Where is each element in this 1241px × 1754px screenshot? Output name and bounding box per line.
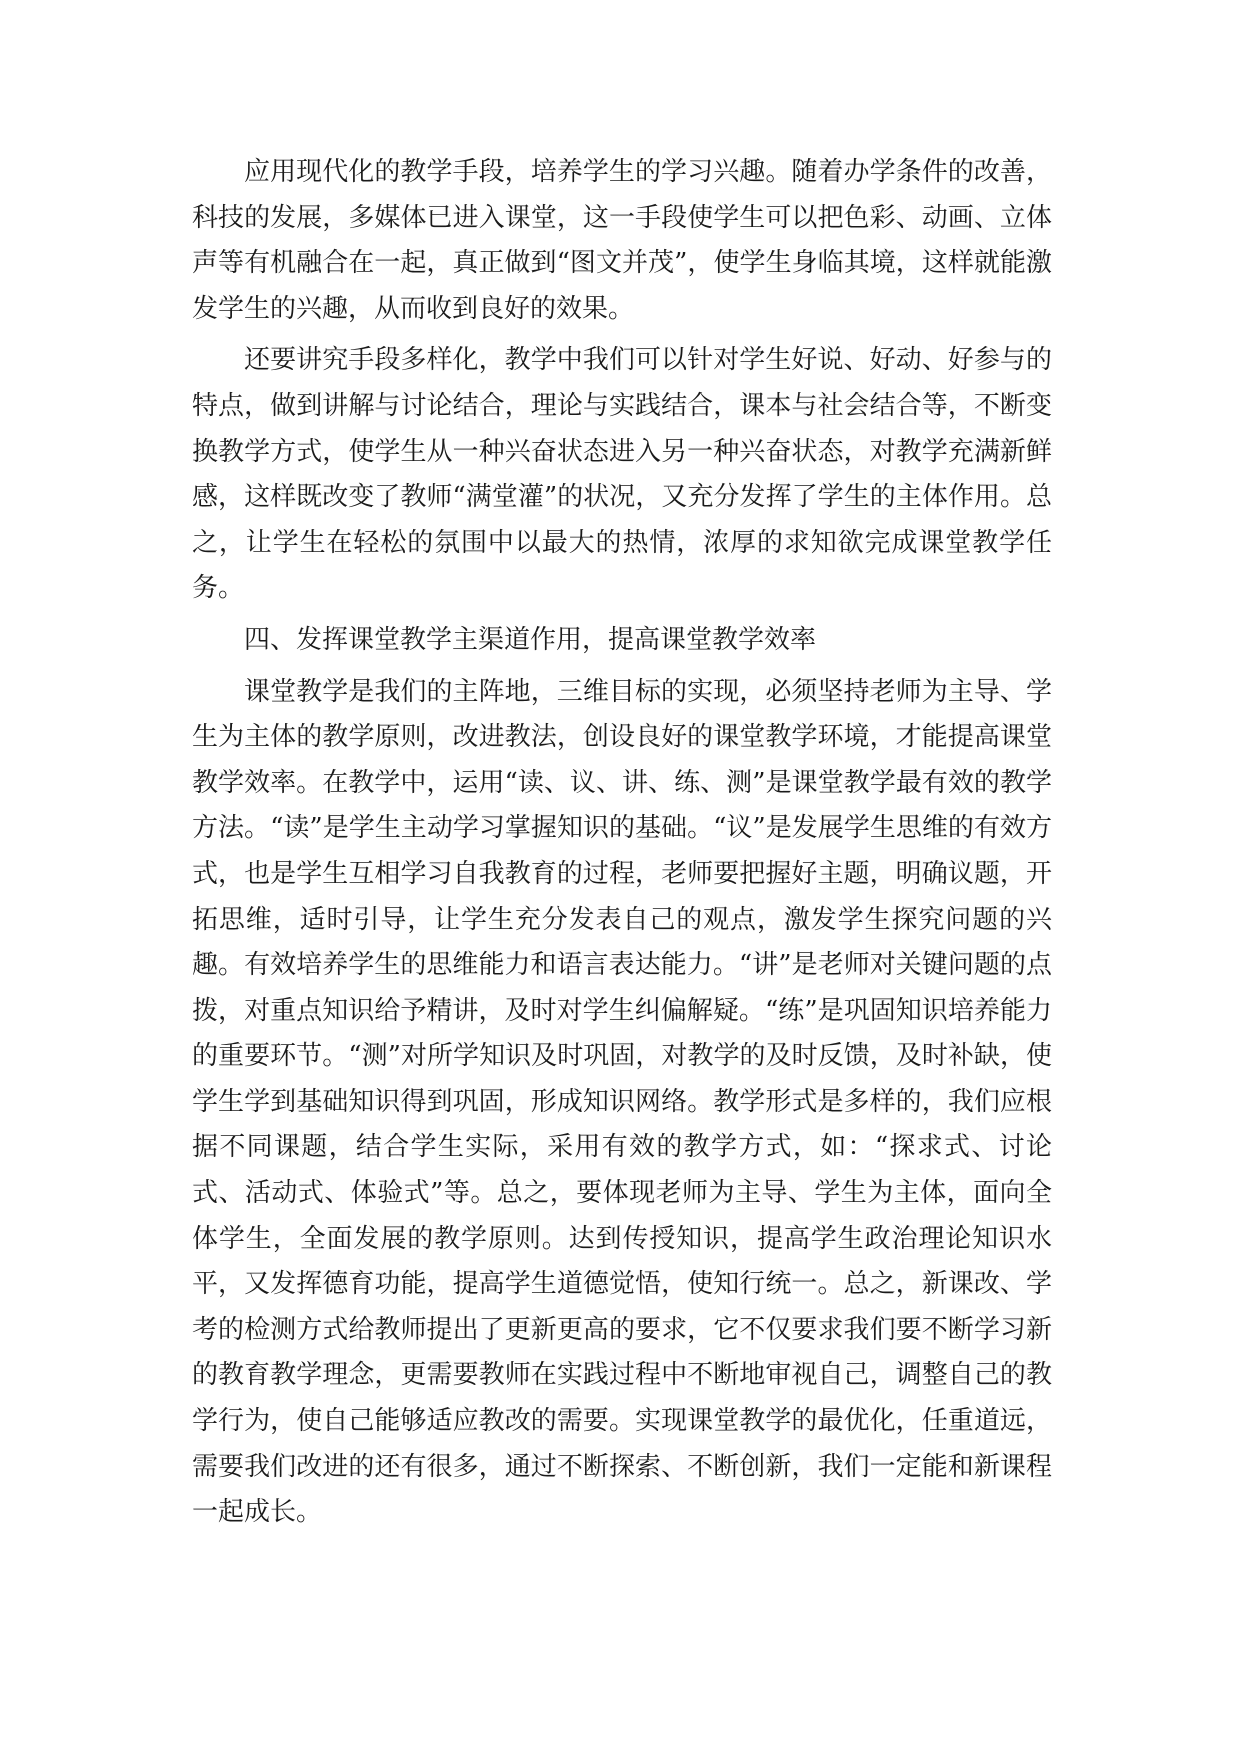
paragraph-teaching-methods: 应用现代化的教学手段，培养学生的学习兴趣。随着办学条件的改善，科技的发展，多媒体已进入课堂，这一手段使学生可以把色彩、动画、立体声等有机融合在一起，真正做到“图文并茂”，使学生身临其境，这样就能激发学生的兴趣，从而收到良好的效果。 — [192, 157, 1052, 324]
section-heading-four: 四、发挥课堂教学主渠道作用，提高课堂教学效率 — [244, 624, 817, 655]
paragraph-classroom-teaching: 课堂教学是我们的主阵地，三维目标的实现，必须坚持老师为主导、学生为主体的教学原则，改进教法，创设良好的课堂教学环境，才能提高课堂教学效率。在教学中，运用“读、议、讲、练、测”是课堂教学最有效的教学方法。“读”是学生主动学习掌握知识的基础。“议”是发展学生思维的有效方式，也是学生互相学习自我教育的过程，老师要把握好主题，明确议题，开拓思维，适时引导，让学生充分发表自己的观点，激发学生探究问题的兴趣。有效培养学生的思维能力和语言表达能力。“讲”是老师对关键问题的点拨，对重点知识给予精讲，及时对学生纠偏解疑。“练”是巩固知识培养能力的重要环节。“测”对所学知识及时巩固，对教学的及时反馈，及时补缺，使学生学到基础知识得到巩固，形成知识网络。教学形式是多样的，我们应根据不同课题，结合学生实际，采用有效的教学方式，如：“探求式、讨论式、活动式、体验式”等。总之，要体现老师为主导、学生为主体，面向全体学生，全面发展的教学原则。达到传授知识，提高学生政治理论知识水平，又发挥德育功能，提高学生道德觉悟，使知行统一。总之，新课改、学考的检测方式给教师提出了更新更高的要求，它不仅要求我们要不断学习新的教育教学理念，更需要教师在实践过程中不断地审视自己，调整自己的教学行为，使自己能够适应教改的需要。实现课堂教学的最优化，任重道远，需要我们改进的还有很多，通过不断探索、不断创新，我们一定能和新课程一起成长。 — [192, 676, 1052, 1528]
paragraph-diversified-means: 还要讲究手段多样化，教学中我们可以针对学生好说、好动、好参与的特点，做到讲解与讨论结合，理论与实践结合，课本与社会结合等，不断变换教学方式，使学生从一种兴奋状态进入另一种兴奋状态，对教学充满新鲜感，这样既改变了教师“满堂灌”的状况，又充分发挥了学生的主体作用。总之，让学生在轻松的氛围中以最大的热情，浓厚的求知欲完成课堂教学任务。 — [192, 345, 1052, 604]
document-body — [192, 150, 1052, 1542]
